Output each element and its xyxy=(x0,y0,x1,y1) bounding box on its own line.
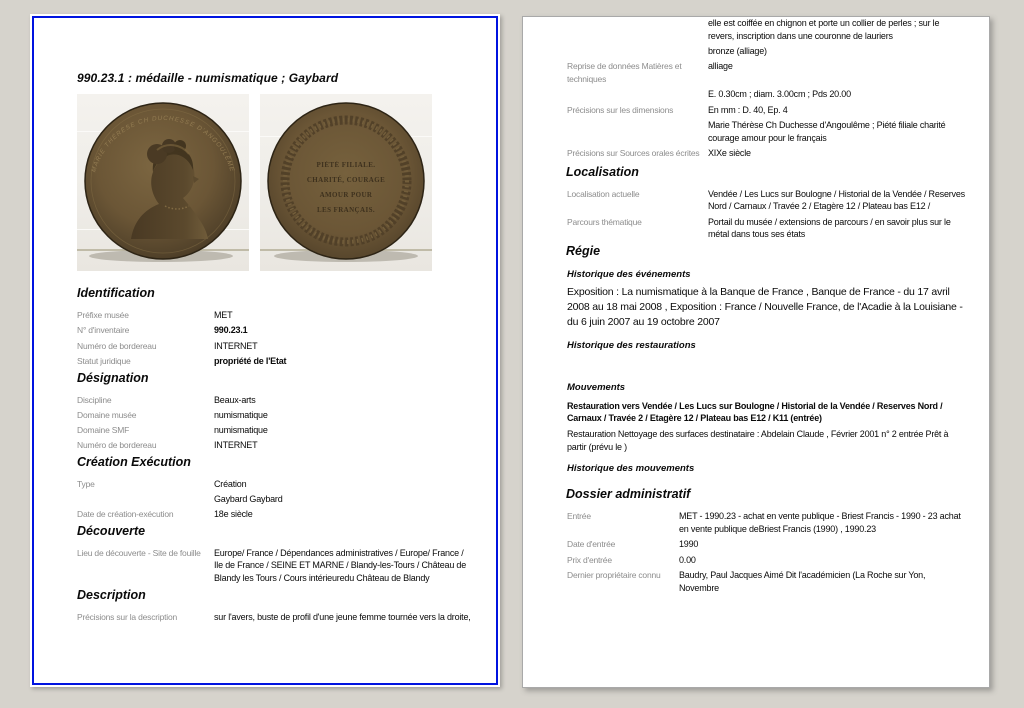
row-domaine-musee xyxy=(77,409,474,422)
section-description: Description xyxy=(77,587,146,602)
field-value: Gaybard Gaybard xyxy=(214,494,283,505)
section-decouverte: Découverte xyxy=(77,523,146,538)
mouvement-details: Restauration Nettoyage des surfaces destinataire : Abdelain Claude , Février 2001 n° 2 entrée Prêt à partir (prévu le ) xyxy=(567,429,949,452)
field-value: MET - 1990.23 - achat en vente publique - Briest Francis - 1990 - 23 achat en vente publique deBriest Francis (1990) , 1990.23 xyxy=(679,511,961,535)
field-value: Marie Thérèse Ch Duchesse d'Angoulême ; Piété filiale charité courage amour pour le français xyxy=(708,119,946,143)
field-label: Domaine SMF xyxy=(77,425,130,436)
field-label xyxy=(567,17,708,42)
record-title: 990.23.1 : médaille - numismatique ; Gaybard xyxy=(77,71,339,85)
row-date-creation xyxy=(77,508,474,521)
medal-photos xyxy=(77,94,496,271)
field-value: alliage xyxy=(708,61,733,72)
page-2[interactable] xyxy=(522,16,990,688)
row-lieu-decouverte xyxy=(77,547,474,585)
field-label: Précisions sur la description xyxy=(77,611,178,622)
section-designation: Désignation xyxy=(77,370,149,385)
field-label: Discipline xyxy=(77,394,112,405)
field-label: Date d'entrée xyxy=(567,539,616,550)
row-domaine-smf xyxy=(77,424,474,437)
field-label: Numéro de bordereau xyxy=(77,340,157,351)
row-dimensions xyxy=(567,88,965,101)
row-dernier-proprietaire xyxy=(567,569,965,594)
field-value: E. 0.30cm ; diam. 3.00cm ; Pds 20.00 xyxy=(708,89,851,100)
medal-obverse-image xyxy=(77,94,249,271)
field-value: sur l'avers, buste de profil d'une jeune femme tournée vers la droite, xyxy=(214,611,471,622)
field-label: N° d'inventaire xyxy=(77,325,130,336)
section-regie: Régie xyxy=(566,243,601,258)
field-label: Domaine musée xyxy=(77,409,137,420)
field-value: INTERNET xyxy=(214,340,258,351)
section-identification: Identification xyxy=(77,286,155,300)
row-prix-entree xyxy=(567,554,965,567)
field-label: Précisions sur les dimensions xyxy=(567,104,674,115)
row-reprise-matieres xyxy=(567,60,965,85)
field-value: En mm : D. 40, Ep. 4 xyxy=(708,104,788,115)
field-label: Entrée xyxy=(567,511,591,522)
section-localisation: Localisation xyxy=(566,164,639,179)
row-numero-bordereau xyxy=(77,340,474,353)
medal-photo-obverse xyxy=(77,94,249,271)
field-value: 18e siècle xyxy=(214,509,253,520)
row-entree xyxy=(567,510,965,535)
field-value: Création xyxy=(214,478,247,489)
expositions-paragraph: Exposition : La numismatique à la Banque de France , Banque de France - du 17 avril 2008 au 18 mai 2008 , Exposition : France / Nouvelle France, de l'Acadie à la Louisiane - du 6 juin 2007 au 19 octobre 2007 xyxy=(567,285,963,328)
field-label: Localisation actuelle xyxy=(567,188,640,199)
page-1[interactable] xyxy=(30,14,500,687)
field-value: bronze (alliage) xyxy=(708,46,767,56)
row-inscriptions xyxy=(567,119,965,144)
field-label: Date de création-exécution xyxy=(77,509,174,520)
field-value: propriété de l'Etat xyxy=(214,355,287,366)
subsection-mouvements: Mouvements xyxy=(567,381,626,393)
field-value: XIXe siècle xyxy=(708,147,751,158)
row-precisions-description xyxy=(77,611,474,624)
field-value: 1990 xyxy=(679,539,699,550)
reverse-inscription-line: AMOUR POUR xyxy=(319,191,373,199)
field-value: Vendée / Les Lucs sur Boulogne / Historial de la Vendée / Reserves Nord / Carnaux / Travée 2 / Etagère 12 / Plateau bas E12 / xyxy=(708,188,965,212)
reverse-inscription-line: PIÉTÉ FILIALE. xyxy=(316,161,376,169)
field-label: Précisions sur Sources orales écrites xyxy=(567,147,700,158)
field-value: MET xyxy=(214,310,233,320)
section-creation-execution: Création Exécution xyxy=(77,454,191,469)
row-statut-juridique xyxy=(77,355,474,368)
field-label xyxy=(567,88,708,101)
medal-reverse-image xyxy=(260,94,432,271)
field-label: Numéro de bordereau xyxy=(77,440,157,451)
mouvement-destination: Restauration vers Vendée / Les Lucs sur Boulogne / Historial de la Vendée / Reserves Nord / Carnaux / Travée 2 / Etagère 12 / Plateau bas E12 / K11 (entrée) xyxy=(567,400,943,424)
field-value: Baudry, Paul Jacques Aimé Dit l'académicien (La Roche sur Yon, Novembre xyxy=(679,570,926,593)
field-value: numismatique xyxy=(214,409,268,420)
row-discipline xyxy=(77,394,474,407)
field-value: 0.00 xyxy=(679,554,696,565)
field-label: Parcours thématique xyxy=(567,216,642,227)
field-value: INTERNET xyxy=(214,440,258,451)
row-numero-bordereau-2 xyxy=(77,439,474,452)
row-parcours-thematique xyxy=(567,216,965,241)
row-precisions-dimensions xyxy=(567,104,965,117)
field-label: Statut juridique xyxy=(77,355,131,366)
field-value: numismatique xyxy=(214,425,268,436)
page-1-surface xyxy=(32,16,498,685)
row-matiere xyxy=(567,45,965,58)
field-label: Prix d'entrée xyxy=(567,554,612,565)
medal-photo-reverse xyxy=(260,94,432,271)
field-value: 990.23.1 xyxy=(214,325,248,336)
row-description-suite xyxy=(567,17,965,42)
subsection-historique-restaurations: Historique des restaurations xyxy=(567,339,696,351)
field-label xyxy=(77,493,214,506)
field-value: Europe/ France / Dépendances administratives / Europe/ France / Ile de France / SEINE ET MARNE / Blandy-les-Tours / Château de Blandy les Tours / Cours intérieuredu Château de Blandy xyxy=(214,547,467,584)
row-date-entree xyxy=(567,538,965,551)
field-label: Type xyxy=(77,478,95,489)
reverse-inscription-line: CHARITÉ, COURAGE xyxy=(306,176,386,184)
row-no-inventaire xyxy=(77,324,474,337)
field-value: Portail du musée / extensions de parcours / en savoir plus sur le métal dans tous ses états xyxy=(708,216,951,240)
obverse-legend-text: MARIE THÉRÈSE CH DUCHESSE D'ANGOULÊME xyxy=(90,114,236,174)
subsection-historique-mouvements: Historique des mouvements xyxy=(567,463,695,475)
field-value: elle est coiffée en chignon et porte un collier de perles ; sur le revers, inscription dans une couronne de lauriers xyxy=(708,18,940,41)
field-label: Préfixe musée xyxy=(77,310,129,320)
dossier-administratif-block xyxy=(523,487,989,594)
field-label: Lieu de découverte - Site de fouille xyxy=(77,547,201,558)
section-dossier-administratif: Dossier administratif xyxy=(566,487,691,502)
field-label xyxy=(567,119,708,144)
row-prefixe-musee xyxy=(77,309,474,322)
field-label: Reprise de données Matières et techniques xyxy=(567,61,682,84)
subsection-historique-evenements: Historique des événements xyxy=(567,268,691,280)
field-label: Dernier propriétaire connu xyxy=(567,570,661,580)
field-label xyxy=(567,45,708,58)
field-value: Beaux-arts xyxy=(214,394,256,405)
row-localisation-actuelle xyxy=(567,188,965,213)
row-type xyxy=(77,478,474,491)
row-auteur xyxy=(77,493,474,506)
reverse-inscription-line: LES FRANÇAIS. xyxy=(316,206,376,214)
row-sources-orales xyxy=(567,147,965,160)
